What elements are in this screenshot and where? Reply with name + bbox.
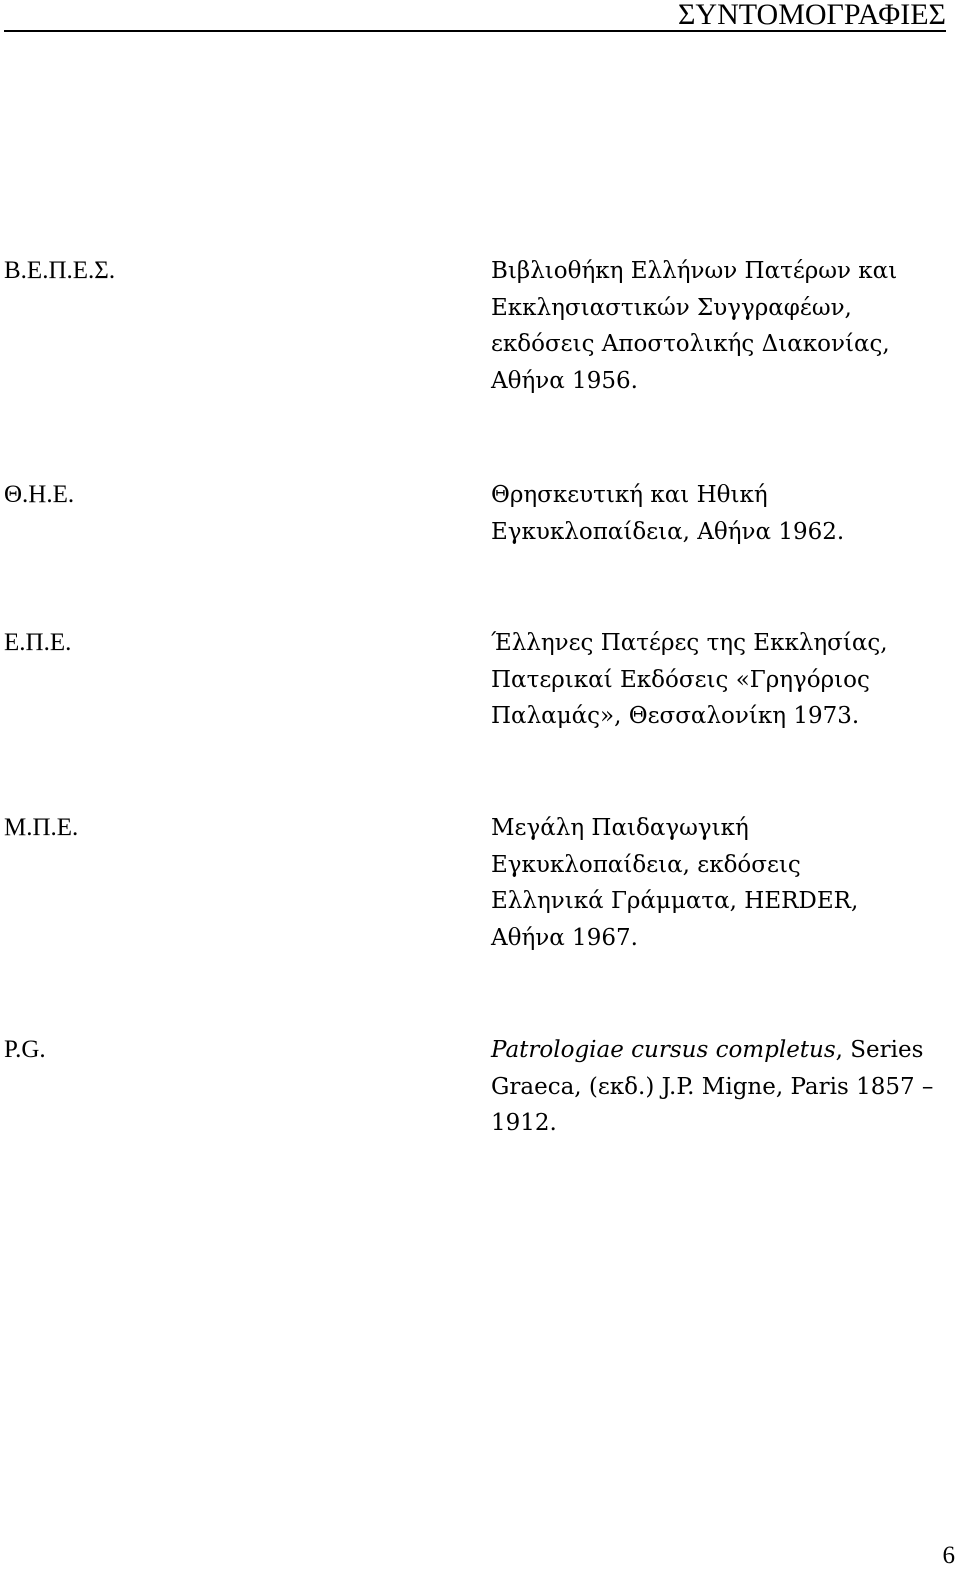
description-line: Παλαμάς», Θεσσαλονίκη 1973. — [491, 703, 860, 729]
page-header — [0, 0, 946, 32]
work-title: Patrologiae cursus completus — [491, 1037, 836, 1063]
abbreviation-description — [491, 1032, 951, 1142]
description-line: Βιβλιοθήκη Ελλήνων Πατέρων και — [491, 258, 898, 284]
description-line: Θρησκευτική και Ηθική — [491, 482, 768, 508]
abbreviation-description — [491, 477, 951, 550]
description-line: Ελληνικά Γράμματα, HERDER, — [491, 888, 859, 914]
description-line: Έλληνες Πατέρες της Εκκλησίας, — [491, 630, 888, 656]
abbreviation: Β.Ε.Π.Ε.Σ. — [4, 257, 116, 284]
header-rule — [4, 30, 946, 32]
abbreviation-description — [491, 625, 951, 735]
description-line: Εγκυκλοπαίδεια, εκδόσεις — [491, 851, 801, 878]
abbreviation-description — [491, 810, 951, 956]
description-line: Αθήνα 1967. — [491, 924, 638, 951]
description-line: Graeca, (εκδ.) J.P. Migne, Paris 1857 – — [491, 1073, 934, 1100]
description-line: 1912. — [491, 1110, 557, 1136]
abbreviation-description — [491, 253, 951, 399]
page-number: 6 — [942, 1542, 955, 1569]
abbreviation: Μ.Π.Ε. — [4, 814, 79, 841]
description-line: Πατερικαί Εκδόσεις «Γρηγόριος — [491, 666, 870, 693]
description-line: Μεγάλη Παιδαγωγική — [491, 815, 749, 841]
description-line: Εκκλησιαστικών Συγγραφέων, — [491, 294, 852, 321]
work-title-continuation: , Series — [835, 1037, 924, 1063]
page-title: ΣΥΝΤΟΜΟΓΡΑΦΙΕΣ — [677, 0, 946, 31]
description-line: Εγκυκλοπαίδεια, Αθήνα 1962. — [491, 518, 845, 545]
abbreviation: P.G. — [4, 1036, 46, 1063]
abbreviation: Ε.Π.Ε. — [4, 629, 72, 656]
description-line — [491, 1032, 951, 1069]
description-line: εκδόσεις Αποστολικής Διακονίας, — [491, 331, 890, 357]
abbreviation: Θ.Η.Ε. — [4, 481, 75, 508]
description-line: Αθήνα 1956. — [491, 367, 638, 394]
